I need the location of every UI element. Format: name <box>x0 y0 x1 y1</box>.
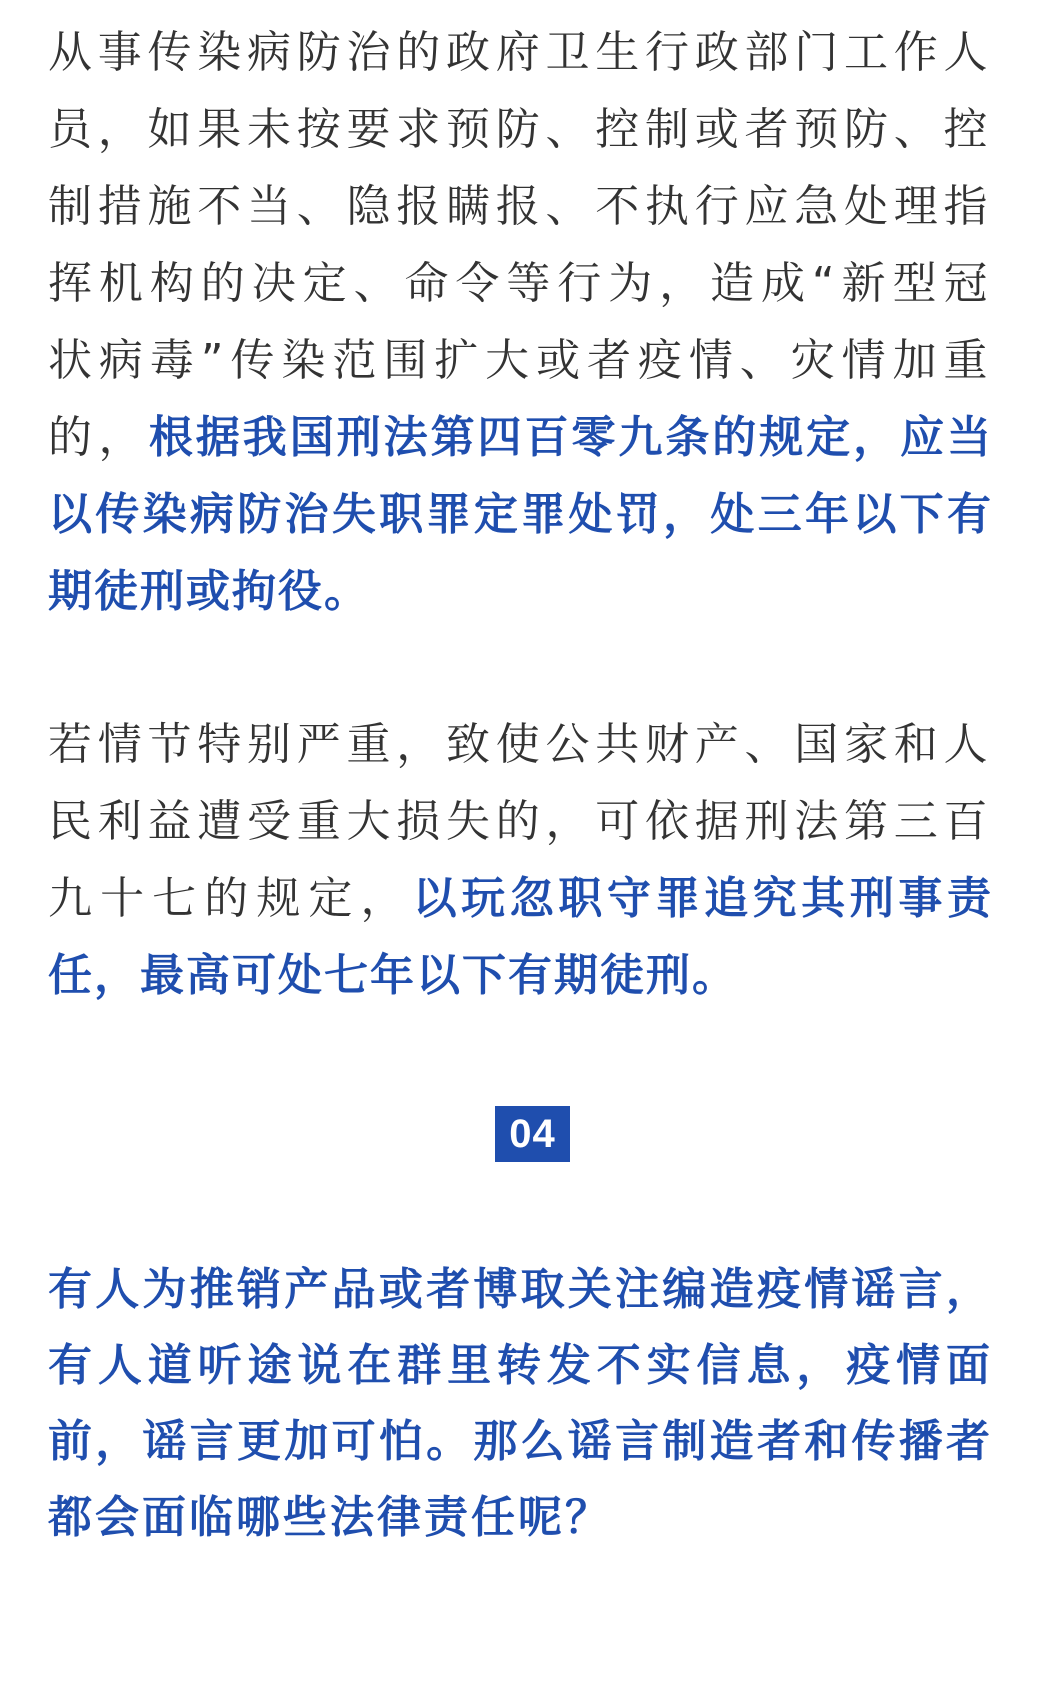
paragraph-text: 若情节特别严重，致使公共财产、国家和人民利益遭受重大损失的，可依据刑法第三百九十七的规定， <box>48 719 993 924</box>
highlighted-legal-provision: 以玩忽职守罪追究其刑事责任，最高可处七年以下有期徒刑。 <box>48 873 994 1001</box>
paragraph-text: 从事传染病防治的政府卫生行政部门工作人员，如果未按要求预防、控制或者预防、控制措施不当、隐报瞒报、不执行应急处理指挥机构的决定、命令等行为，造成“新型冠状病毒”传染范围扩大或者疫情、灾情加重的， <box>48 27 993 463</box>
section-number-badge: 04 <box>495 1106 570 1162</box>
section-header <box>48 1106 993 1162</box>
section-intro-question: 有人为推销产品或者博取关注编造疫情谣言，有人道听途说在群里转发不实信息，疫情面前，谣言更加可怕。那么谣言制造者和传播者都会面临哪些法律责任呢？ <box>48 1264 993 1543</box>
paragraph-neglect-of-duty <box>48 706 993 1014</box>
paragraph-dereliction-epidemic-prevention <box>48 14 993 630</box>
article-body <box>48 14 993 1600</box>
highlighted-legal-provision: 根据我国刑法第四百零九条的规定，应当以传染病防治失职罪定罪处罚，处三年以下有期徒刑或拘役。 <box>48 412 994 617</box>
